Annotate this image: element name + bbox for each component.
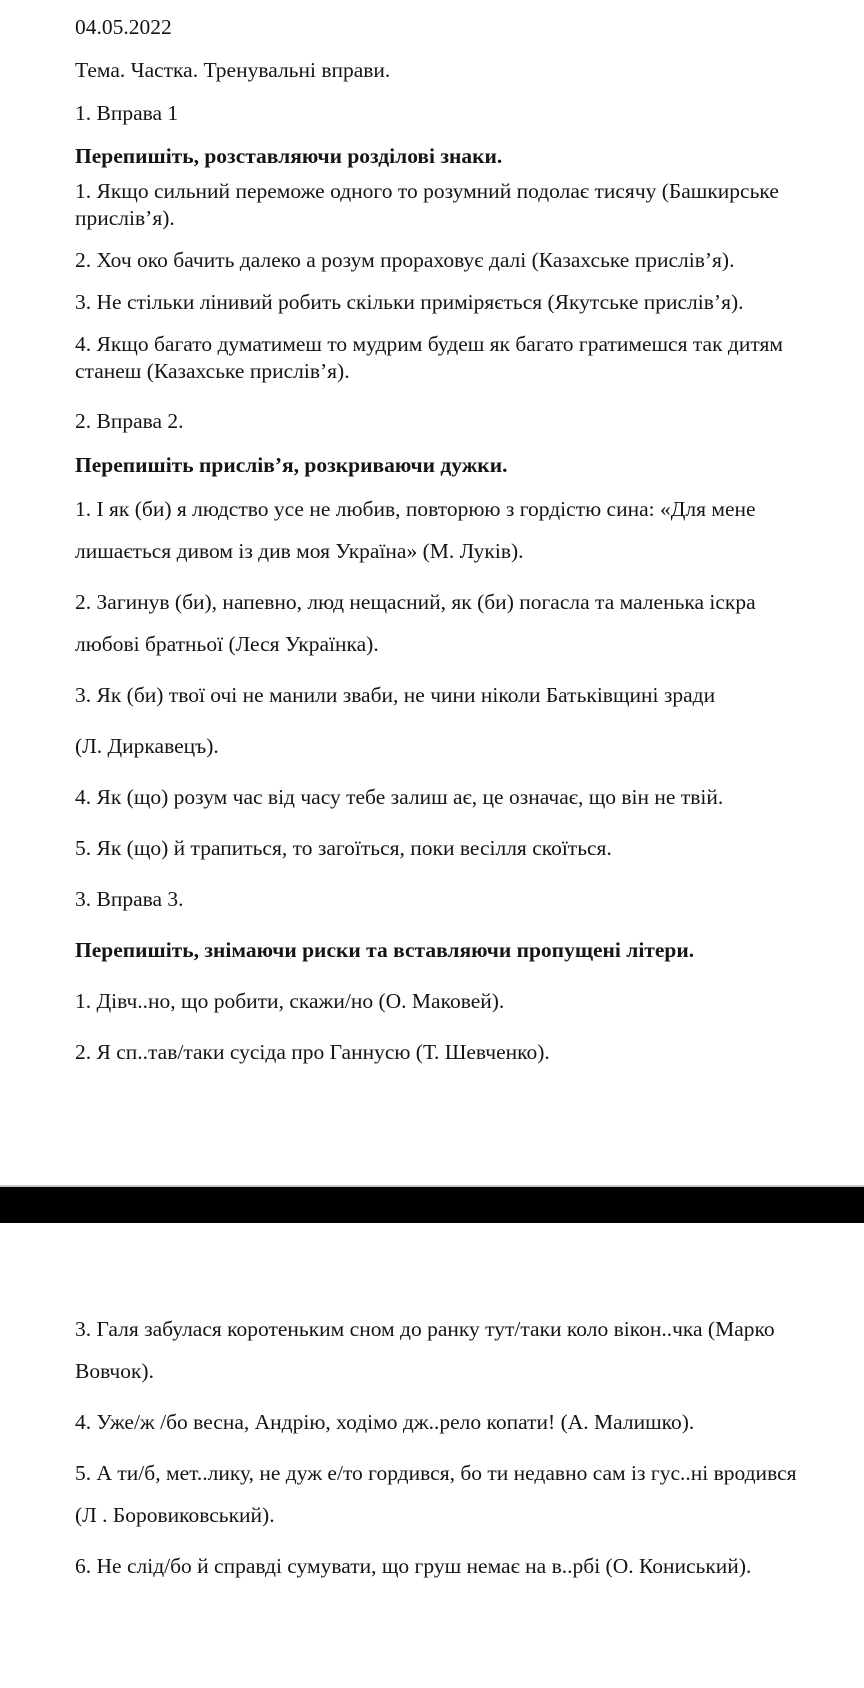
text-line: 04.05.2022 (75, 15, 172, 39)
text-line: 2. Загинув (би), напевно, люд нещасний, як (би) погасла та маленька іскра (75, 590, 756, 614)
exercise-3-item-3 (75, 1308, 824, 1392)
exercise-3-instructions (75, 929, 824, 971)
text-line: 5. А ти/б, мет..лику, не дуж е/то гордився, бо ти недавно сам із гус..ні вродився (75, 1461, 797, 1485)
exercise-1-item-2 (75, 247, 824, 274)
exercise-2-item-5 (75, 827, 824, 869)
text-line: любові братньої (Леся Українка). (75, 632, 379, 656)
exercise-1-title (75, 92, 824, 134)
exercise-1-item-3 (75, 289, 824, 316)
topic-title (75, 49, 824, 91)
text-line: 4. Як (що) розум час від часу тебе залиш ає, це означає, що він не твій. (75, 785, 724, 809)
text-line: лишається дивом із див моя Україна» (М. Луків). (75, 539, 524, 563)
exercise-1-item-4 (75, 331, 824, 385)
text-line: Тема. Частка. Тренувальні вправи. (75, 58, 391, 82)
text-line: 4. Якщо багато думатимеш то мудрим будеш як багато гратимешся так дитям (75, 332, 783, 356)
text-line: 3. Галя забулася коротеньким сном до ранку тут/таки коло вікон..чка (Марко (75, 1317, 775, 1341)
exercise-3-item-4 (75, 1401, 824, 1443)
exercise-3-item-2 (75, 1031, 824, 1073)
text-line: 3. Не стільки лінивий робить скільки приміряється (Якутське прислів’я). (75, 290, 744, 314)
text-line: 2. Я сп..тав/таки сусіда про Ганнусю (Т. Шевченко). (75, 1040, 550, 1064)
exercise-1-item-1 (75, 178, 824, 232)
text-line: (Л. Диркавецъ). (75, 734, 219, 758)
exercise-1-instructions (75, 135, 824, 177)
text-line: 1. І як (би) я людство усе не любив, повторюю з гордістю сина: «Для мене (75, 497, 756, 521)
text-line: 2. Вправа 2. (75, 409, 184, 433)
exercise-3-item-1 (75, 980, 824, 1022)
text-line: 1. Якщо сильний переможе одного то розумний подолає тисячу (Башкирське (75, 179, 779, 203)
exercise-2-item-4 (75, 776, 824, 818)
text-line: 1. Вправа 1 (75, 101, 179, 125)
exercise-2-item-3 (75, 674, 824, 716)
date-line (75, 6, 824, 48)
exercise-2-item-2 (75, 581, 824, 665)
exercise-2-item-3-attribution (75, 725, 824, 767)
text-line: (Л . Боровиковський). (75, 1503, 275, 1527)
text-line: 4. Уже/ж /бо весна, Андрію, ходімо дж..рело копати! (А. Малишко). (75, 1410, 695, 1434)
text-line: 1. Дівч..но, що робити, скажи/но (О. Маковей). (75, 989, 505, 1013)
exercise-3-title (75, 878, 824, 920)
page-break-bar (0, 1185, 864, 1223)
exercise-3-item-6 (75, 1545, 824, 1587)
text-line: прислів’я). (75, 206, 175, 230)
text-line: 3. Як (би) твої очі не манили зваби, не чини ніколи Батьківщині зради (75, 683, 716, 707)
text-line: Перепишіть, розставляючи розділові знаки. (75, 144, 503, 168)
text-line: 6. Не слід/бо й справді сумувати, що груш немає на в..рбі (О. Кониський). (75, 1554, 752, 1578)
text-line: станеш (Казахське прислів’я). (75, 359, 350, 383)
document-body (75, 6, 824, 1587)
exercise-3-item-5 (75, 1452, 824, 1536)
text-line: Перепишіть прислів’я, розкриваючи дужки. (75, 453, 508, 477)
text-line: 2. Хоч око бачить далеко а розум прораховує далі (Казахське прислів’я). (75, 248, 735, 272)
text-line: Вовчок). (75, 1359, 154, 1383)
text-line: 3. Вправа 3. (75, 887, 184, 911)
text-line: Перепишіть, знімаючи риски та вставляючи пропущені літери. (75, 938, 695, 962)
text-line: 5. Як (що) й трапиться, то загоїться, поки весілля скоїться. (75, 836, 612, 860)
exercise-2-item-1 (75, 488, 824, 572)
exercise-2-instructions (75, 444, 824, 486)
exercise-2-title (75, 400, 824, 442)
